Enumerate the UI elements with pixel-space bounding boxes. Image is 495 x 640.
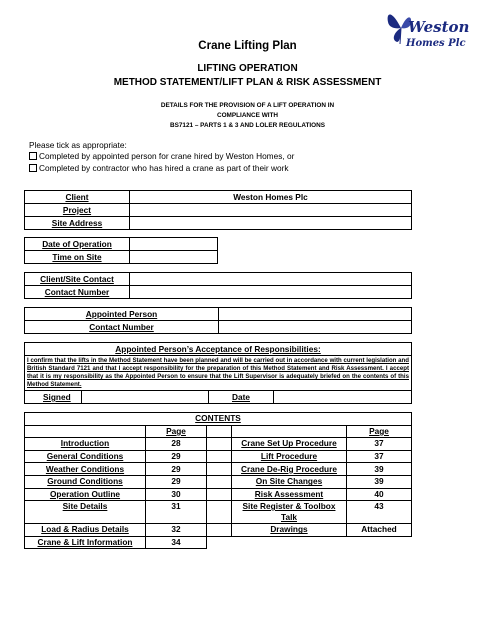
contents-entry-site-register-line2: Talk — [281, 512, 297, 523]
subtitle-lifting-operation: LIFTING OPERATION — [197, 63, 298, 74]
contents-spacer — [207, 475, 232, 488]
contents-entry-risk-assessment[interactable]: Risk Assessment — [232, 488, 347, 501]
client-site-contact-value[interactable] — [130, 273, 412, 286]
contents-spacer — [207, 501, 232, 524]
contents-page-lift-procedure: 37 — [347, 450, 412, 463]
contents-table — [24, 412, 412, 549]
contents-entry-site-register[interactable] — [232, 501, 347, 524]
contact-number-label: Contact Number — [25, 286, 130, 299]
contents-trailing-blank — [347, 536, 412, 549]
date-table — [24, 237, 218, 264]
contents-entry-operation-outline[interactable]: Operation Outline — [25, 488, 146, 501]
contents-entry-load-radius[interactable]: Load & Radius Details — [25, 524, 146, 537]
signed-value[interactable] — [82, 391, 209, 404]
appointed-contact-number-label: Contact Number — [25, 321, 219, 334]
checkbox-weston[interactable] — [29, 152, 37, 160]
client-table — [24, 190, 412, 230]
date-value[interactable] — [274, 391, 412, 404]
client-label: Client — [25, 191, 130, 204]
contents-entry-ground-conditions[interactable]: Ground Conditions — [25, 475, 146, 488]
appointed-person-table — [24, 307, 412, 334]
project-label: Project — [25, 204, 130, 217]
contact-table — [24, 272, 412, 299]
contents-page-operation-outline: 30 — [146, 488, 207, 501]
client-site-contact-label: Client/Site Contact — [25, 273, 130, 286]
contents-header-blank-right — [232, 425, 347, 438]
contact-number-value[interactable] — [130, 286, 412, 299]
contents-page-ground-conditions: 29 — [146, 475, 207, 488]
contents-page-load-radius: 32 — [146, 524, 207, 537]
checkbox-contractor[interactable] — [29, 164, 37, 172]
responsibilities-table — [24, 342, 412, 404]
site-address-value[interactable] — [130, 217, 412, 230]
page-title: Crane Lifting Plan — [198, 40, 297, 52]
contents-page-site-details: 31 — [146, 501, 207, 524]
subtitle-method-statement: METHOD STATEMENT/LIFT PLAN & RISK ASSESSMENT — [113, 77, 382, 88]
logo-tagline: Homes Plc — [406, 38, 466, 49]
contents-entry-crane-de-rig[interactable]: Crane De-Rig Procedure — [232, 463, 347, 476]
signed-label: Signed — [25, 391, 82, 404]
contents-heading: CONTENTS — [25, 413, 412, 426]
logo-wordmark: Weston — [408, 18, 470, 36]
contents-entry-crane-lift-info[interactable]: Crane & Lift Information — [25, 536, 146, 549]
appointed-contact-number-value[interactable] — [219, 321, 412, 334]
contents-spacer — [207, 425, 232, 438]
contents-page-header-right: Page — [347, 425, 412, 438]
contents-entry-crane-set-up[interactable]: Crane Set Up Procedure — [232, 438, 347, 451]
contents-entry-general-conditions[interactable]: General Conditions — [25, 450, 146, 463]
details-line-3: BS7121 – PARTS 1 & 3 AND LOLER REGULATIONS — [169, 122, 326, 129]
contents-spacer — [207, 438, 232, 451]
contents-page-crane-lift-info: 34 — [146, 536, 207, 549]
contents-page-introduction: 28 — [146, 438, 207, 451]
contents-entry-lift-procedure[interactable]: Lift Procedure — [232, 450, 347, 463]
site-address-label: Site Address — [25, 217, 130, 230]
contents-page-site-register: 43 — [347, 501, 412, 524]
contents-page-drawings: Attached — [347, 524, 412, 537]
contents-page-crane-set-up: 37 — [347, 438, 412, 451]
tick-option-weston-label: Completed by appointed person for crane hired by Weston Homes, or — [39, 151, 295, 161]
client-value[interactable]: Weston Homes Plc — [130, 191, 412, 204]
contents-page-on-site-changes: 39 — [347, 475, 412, 488]
project-value[interactable] — [130, 204, 412, 217]
contents-entry-drawings[interactable]: Drawings — [232, 524, 347, 537]
tick-instructions: Please tick as appropriate: — [29, 140, 127, 150]
contents-entry-on-site-changes[interactable]: On Site Changes — [232, 475, 347, 488]
contents-spacer — [207, 450, 232, 463]
contents-page-crane-de-rig: 39 — [347, 463, 412, 476]
contents-entry-weather-conditions[interactable]: Weather Conditions — [25, 463, 146, 476]
contents-spacer — [207, 463, 232, 476]
contents-spacer — [207, 524, 232, 537]
tick-option-weston — [29, 151, 294, 161]
appointed-person-value[interactable] — [219, 308, 412, 321]
contents-page-risk-assessment: 40 — [347, 488, 412, 501]
tick-option-contractor-label: Completed by contractor who has hired a crane as part of their work — [39, 163, 289, 173]
contents-entry-site-details[interactable]: Site Details — [25, 501, 146, 524]
date-of-operation-value[interactable] — [130, 238, 218, 251]
date-of-operation-label: Date of Operation — [25, 238, 130, 251]
contents-trailing-blank — [207, 536, 232, 549]
details-line-1: DETAILS FOR THE PROVISION OF A LIFT OPERATION IN — [160, 102, 335, 109]
details-line-2: COMPLIANCE WITH — [216, 112, 279, 119]
responsibilities-statement: I confirm that the lifts in the Method Statement have been planned and will be carried out in accordance with current legislation and British Standard 7121 and that I accept responsibility for the preparation of this Method Statement and Risk Assessment. I accept that it is my responsibility as the Appointed Person to ensure that the Lift Supervisor is adequately briefed on the contents of this Method Statement. — [25, 356, 412, 391]
contents-trailing-blank — [232, 536, 347, 549]
contents-page-weather-conditions: 29 — [146, 463, 207, 476]
contents-entry-site-register-line1: Site Register & Toolbox — [242, 501, 336, 512]
contents-page-header-left: Page — [146, 425, 207, 438]
tick-option-contractor — [29, 163, 289, 173]
date-label: Date — [209, 391, 274, 404]
details-block — [0, 101, 495, 131]
responsibilities-heading: Appointed Person’s Acceptance of Responsibilities: — [25, 343, 412, 356]
contents-header-blank-left — [25, 425, 146, 438]
contents-page-general-conditions: 29 — [146, 450, 207, 463]
appointed-person-label: Appointed Person — [25, 308, 219, 321]
contents-entry-introduction[interactable]: Introduction — [25, 438, 146, 451]
time-on-site-label: Time on Site — [25, 251, 130, 264]
contents-spacer — [207, 488, 232, 501]
time-on-site-value[interactable] — [130, 251, 218, 264]
